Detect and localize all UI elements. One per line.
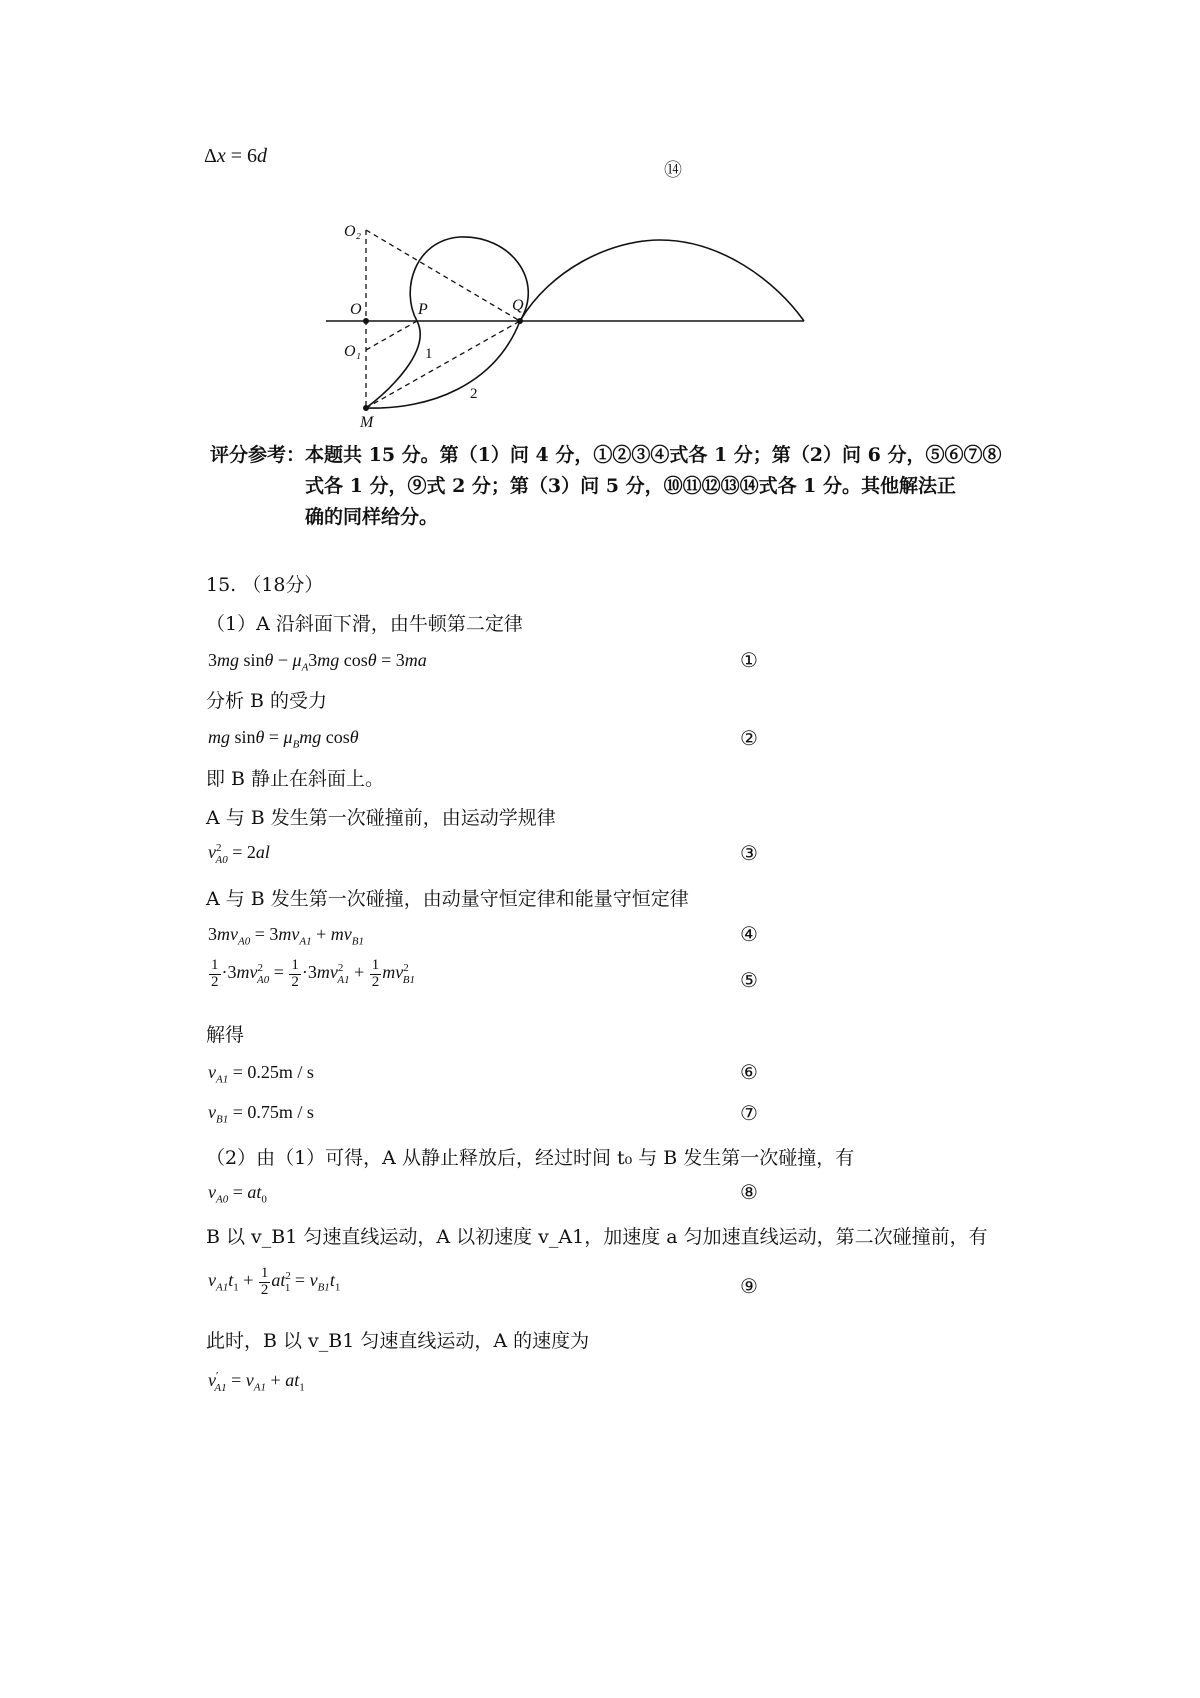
problem-15-p8: B 以 v_B1 匀速直线运动，A 以初速度 v_A1，加速度 a 匀加速直线运动，第二次碰撞前，有 (206, 1226, 988, 1248)
label-curve-1: 1 (425, 346, 433, 362)
label-o: O (350, 301, 362, 318)
equation-2: mg $\sin\theta = \mu_Bmg$ cosθ (208, 727, 359, 751)
point-m (363, 405, 369, 411)
equation-mark-6: ⑥ (740, 1060, 758, 1084)
point-o (363, 318, 369, 324)
equation-mark-5: ⑤ (740, 968, 758, 992)
problem-15-header: 15. （18分） (206, 574, 324, 596)
equation-6: $v_{A1} = 0.25m / s$ (208, 1062, 314, 1086)
dashed-m-q (366, 321, 520, 408)
problem-15-p7: （2）由（1）可得，A 从静止释放后，经过时间 t₀ 与 B 发生第一次碰撞，有 (206, 1147, 855, 1169)
problem-15-p5: A 与 B 发生第一次碰撞，由动量守恒定律和能量守恒定律 (206, 888, 689, 910)
loop-arc (410, 237, 528, 321)
label-q: Q (512, 297, 524, 314)
trajectory-diagram (320, 210, 820, 435)
problem-15-p9: 此时，B 以 v_B1 匀速直线运动，A 的速度为 (206, 1330, 590, 1352)
scoring-line-1: 评分参考：本题共 15 分。第（1）问 4 分，①②③④式各 1 分；第（2）问 6 分，⑤⑥⑦⑧ (210, 444, 1002, 466)
dashed-o1-p (366, 321, 417, 350)
label-curve-2: 2 (470, 386, 478, 402)
point-q (517, 318, 523, 324)
problem-15-p6: 解得 (206, 1024, 245, 1046)
equation-mark-4: ④ (740, 922, 758, 946)
equation-mark-9: ⑨ (740, 1274, 758, 1298)
equation-mark-1: ① (740, 648, 758, 672)
problem-15-p4: A 与 B 发生第一次碰撞前，由运动学规律 (206, 807, 556, 829)
problem-15-p2: 分析 B 的受力 (206, 690, 328, 712)
equation-4: $3mv_{A0} = 3mv_{A1} + mv_{B1}$ (208, 924, 365, 948)
curve-2 (366, 321, 520, 408)
equation-mark-14: ⑭ (664, 160, 682, 181)
label-p: P (418, 301, 428, 318)
large-arc (520, 240, 804, 321)
dashed-o2-q (366, 230, 520, 321)
equation-9: $v_{A1}t_1$ + $\frac{1}{2}$ $at^2_1 = v_{B1}t_1$ (208, 1265, 341, 1298)
label-m: M (360, 414, 374, 431)
equation-mark-3: ③ (740, 841, 758, 865)
equation-1: 3mg $\sin\theta - \mu_A3mg$ cosθ = 3ma (208, 650, 427, 674)
label-o2: O₂ (344, 223, 362, 240)
equation-mark-7: ⑦ (740, 1101, 758, 1125)
label-o1: O₁ (344, 343, 362, 360)
equation-5: $\frac{1}{2}$ $\cdot 3mv^2_{A0}$ = $\frac{1}{2}$ $\cdot 3mv^2_{A1}$ + $\frac{1}{2}$ $mv^2_{B1}$ (211, 957, 416, 990)
equation-7: $v_{B1} = 0.75m / s$ (208, 1102, 314, 1126)
scoring-line-2: 式各 1 分，⑨式 2 分；第（3）问 5 分，⑩⑪⑫⑬⑭式各 1 分。其他解法正 (305, 475, 957, 497)
equation-8: $v_{A0} = at_0$ (208, 1182, 267, 1206)
equation-10: $v'_{A1} = v_{A1} + at_1$ (208, 1370, 305, 1394)
equation-mark-8: ⑧ (740, 1180, 758, 1204)
equation-3: $v^2_{A0} = 2al$ (208, 842, 270, 866)
equation-mark-2: ② (740, 726, 758, 750)
problem-15-p1: （1）A 沿斜面下滑，由牛顿第二定律 (206, 613, 523, 635)
scoring-line-3: 确的同样给分。 (305, 506, 439, 528)
problem-15-p3: 即 B 静止在斜面上。 (206, 768, 385, 790)
top-equation: Δx = 6d (204, 145, 268, 167)
